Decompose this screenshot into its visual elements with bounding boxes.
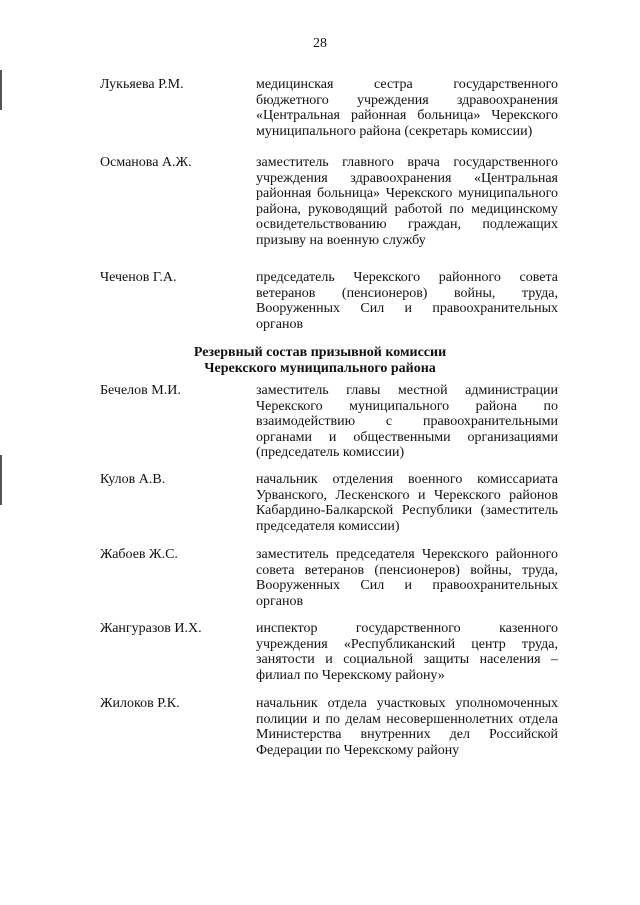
scan-edge-mark <box>0 455 2 505</box>
member-description: заместитель главного врача государственного учреждения здравоохранения «Центральная районная больница» Черекского муниципального района, руководящий работой по медицинскому освидетельствованию граждан, подлежащих призыву на военную службу <box>256 155 558 248</box>
member-description: заместитель главы местной администрации Черекского муниципального района по взаимодействию с правоохранительными органами и общественными организациями (председатель комиссии) <box>256 383 558 460</box>
member-description: начальник отделения военного комиссариата Урванского, Лескенского и Черекского районов Кабардино-Балкарской Республики (заместитель председателя комиссии) <box>256 472 558 534</box>
member-description: заместитель председателя Черекского районного совета ветеранов (пенсионеров) войны, труда, Вооруженных Сил и правоохранительных органов <box>256 547 558 609</box>
member-description: инспектор государственного казенного учреждения «Республиканский центр труда, занятости и социальной защиты населения – филиал по Черекскому району» <box>256 621 558 683</box>
member-name: Бечелов М.И. <box>100 383 181 398</box>
member-name: Жангуразов И.Х. <box>100 621 202 636</box>
reserve-heading-line2: Черекского муниципального района <box>204 360 436 376</box>
reserve-section-heading <box>0 345 640 376</box>
scan-edge-mark <box>0 70 2 110</box>
member-name: Лукьяева Р.М. <box>100 77 184 92</box>
member-description: председатель Черекского районного совета ветеранов (пенсионеров) войны, труда, Вооруженных Сил и правоохранительных органов <box>256 270 558 332</box>
member-name: Жабоев Ж.С. <box>100 547 178 562</box>
member-name: Жилоков Р.К. <box>100 696 180 711</box>
member-description: медицинская сестра государственного бюджетного учреждения здравоохранения «Центральная районная больница» Черекского муниципального района (секретарь комиссии) <box>256 77 558 139</box>
member-name: Кулов А.В. <box>100 472 166 487</box>
member-description: начальник отдела участковых уполномоченных полиции и по делам несовершеннолетних отдела Министерства внутренних дел Российской Федерации по Черекскому району <box>256 696 558 758</box>
reserve-heading-line1: Резервный состав призывной комиссии <box>193 345 447 360</box>
member-name: Османова А.Ж. <box>100 155 192 170</box>
page-number: 28 <box>313 36 327 51</box>
member-name: Чеченов Г.А. <box>100 270 177 285</box>
